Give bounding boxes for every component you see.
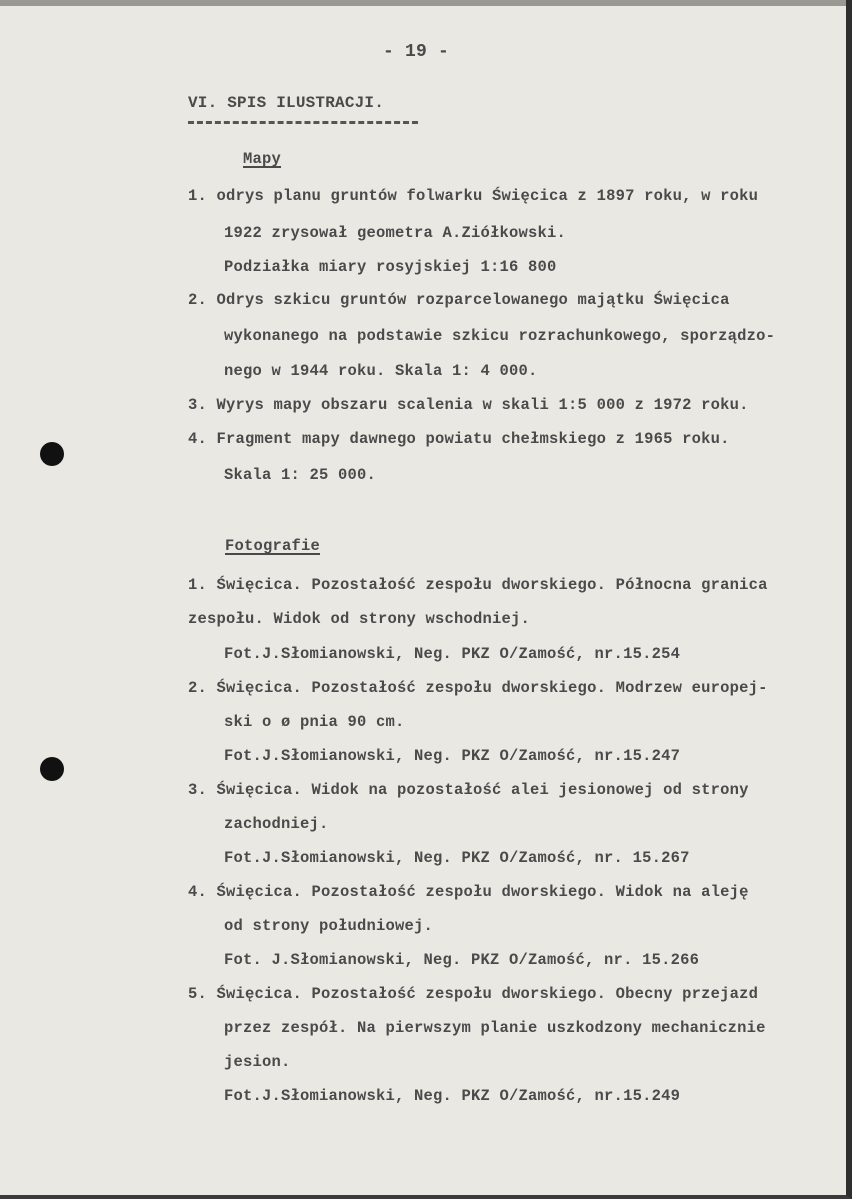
- maps-line: 1922 zrysował geometra A.Ziółkowski.: [224, 224, 567, 242]
- photos-line: ski o ø pnia 90 cm.: [224, 713, 405, 731]
- maps-line: 1. odrys planu gruntów folwarku Święcica z 1897 roku, w roku: [188, 187, 759, 205]
- maps-line: wykonanego na podstawie szkicu rozrachunkowego, sporządzo-: [224, 327, 776, 345]
- photos-line: Fot.J.Słomianowski, Neg. PKZ O/Zamość, nr.15.249: [224, 1087, 681, 1105]
- section-title-underline: [188, 121, 418, 124]
- photos-line: zachodniej.: [224, 815, 329, 833]
- maps-heading: Mapy: [243, 150, 282, 168]
- maps-line: Skala 1: 25 000.: [224, 466, 377, 484]
- photos-line: przez zespół. Na pierwszym planie uszkodzony mechanicznie: [224, 1019, 766, 1037]
- photos-line: Fot.J.Słomianowski, Neg. PKZ O/Zamość, nr.15.254: [224, 645, 681, 663]
- photos-line: Fot.J.Słomianowski, Neg. PKZ O/Zamość, nr. 15.267: [224, 849, 690, 867]
- photos-heading: Fotografie: [225, 537, 321, 555]
- photos-line: zespołu. Widok od strony wschodniej.: [188, 610, 531, 628]
- photos-line: jesion.: [224, 1053, 291, 1071]
- page-number: - 19 -: [383, 42, 450, 62]
- maps-line: 3. Wyrys mapy obszaru scalenia w skali 1:5 000 z 1972 roku.: [188, 396, 749, 414]
- photos-line: Fot. J.Słomianowski, Neg. PKZ O/Zamość, nr. 15.266: [224, 951, 700, 969]
- section-title: VI. SPIS ILUSTRACJI.: [188, 94, 385, 112]
- photos-line: Fot.J.Słomianowski, Neg. PKZ O/Zamość, nr.15.247: [224, 747, 681, 765]
- punch-hole: [40, 757, 64, 781]
- photos-line: 1. Święcica. Pozostałość zespołu dworskiego. Północna granica: [188, 576, 768, 594]
- photos-line: 3. Święcica. Widok na pozostałość alei jesionowej od strony: [188, 781, 749, 799]
- photos-line: 2. Święcica. Pozostałość zespołu dworskiego. Modrzew europej-: [188, 679, 768, 697]
- maps-line: 2. Odrys szkicu gruntów rozparcelowanego majątku Święcica: [188, 291, 730, 309]
- maps-line: 4. Fragment mapy dawnego powiatu chełmskiego z 1965 roku.: [188, 430, 730, 448]
- photos-line: 5. Święcica. Pozostałość zespołu dworskiego. Obecny przejazd: [188, 985, 759, 1003]
- maps-line: Podziałka miary rosyjskiej 1:16 800: [224, 258, 557, 276]
- photos-line: od strony południowej.: [224, 917, 434, 935]
- maps-line: nego w 1944 roku. Skala 1: 4 000.: [224, 362, 538, 380]
- punch-hole: [40, 442, 64, 466]
- photos-line: 4. Święcica. Pozostałość zespołu dworskiego. Widok na aleję: [188, 883, 749, 901]
